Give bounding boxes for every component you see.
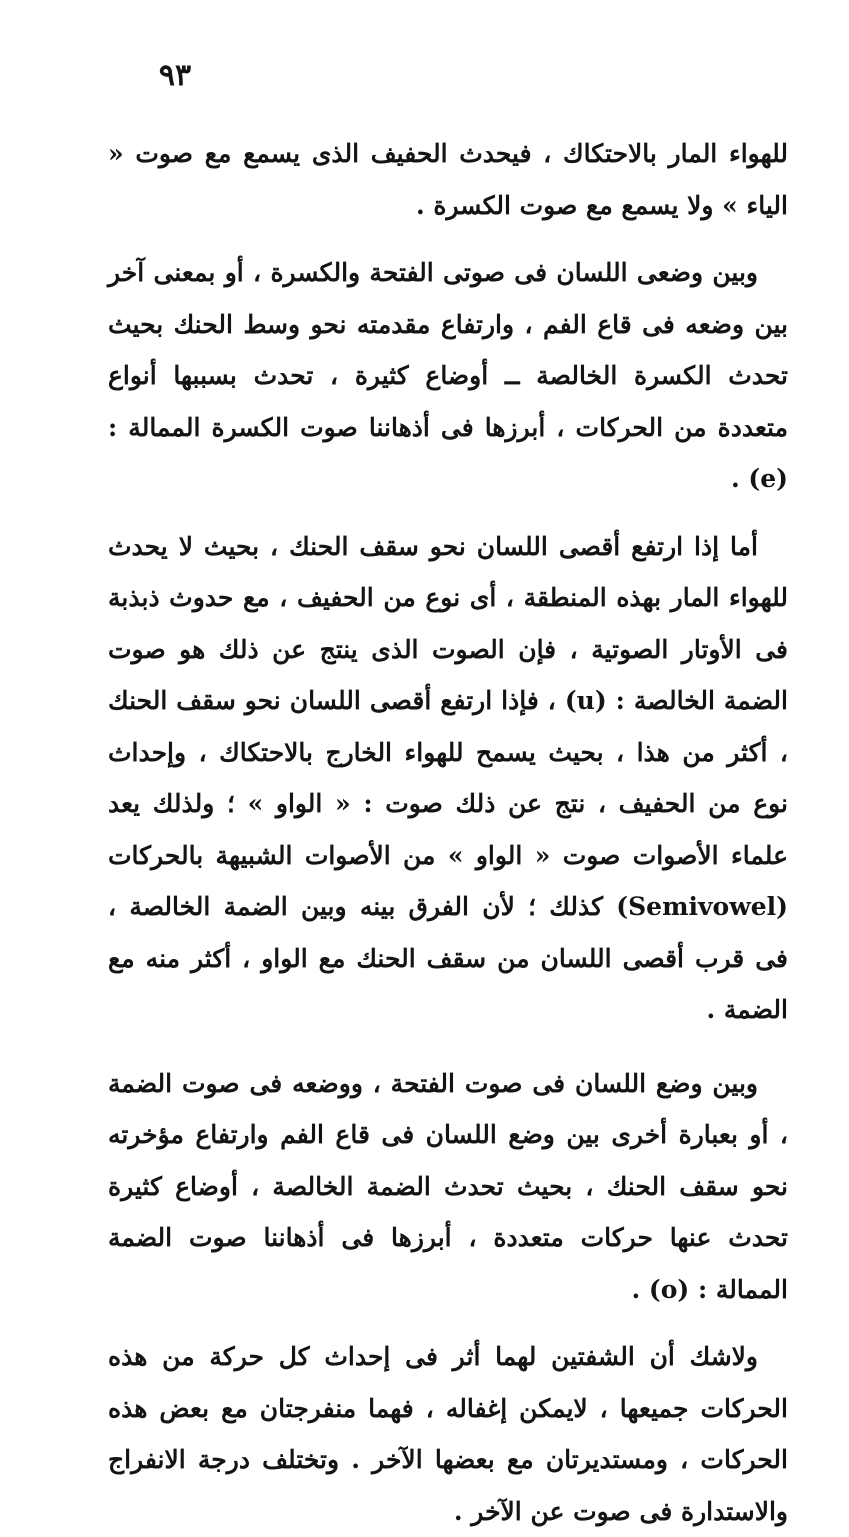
paragraph-5: ولاشك أن الشفتين لهما أثر فى إحداث كل حركة من هذه الحركات جميعها ، لايمكن إغفاله ، فهما منفرجتان مع بعض هذه الحركات ، ومستديرتان مع بعضها الآخر . وتختلف درجة الانفراج والاستدارة فى صوت عن الآخر . (108, 1342, 788, 1526)
paragraph-3: أما إذا ارتفع أقصى اللسان نحو سقف الحنك ، بحيث لا يحدث للهواء المار بهذه المنطقة ، أى نوع من الحفيف ، مع حدوث ذبذبة فى الأوتار الصوتية ، فإن الصوت الذى ينتج عن ذلك هو صوت الضمة الخالصة : (u) ، فإذا ارتفع أقصى اللسان نحو سقف الحنك ، أكثر من هذا ، بحيث يسمح للهواء الخارج بالاحتكاك ، وإحداث نوع من الحفيف ، نتج عن ذلك صوت : « الواو » ؛ ولذلك يعد علماء الأصوات صوت « الواو » من الأصوات الشبيهة بالحركات (Semivowel) كذلك ؛ لأن الفرق بينه وبين الضمة الخالصة ، فى قرب أقصى اللسان من سقف الحنك مع الواو ، أكثر منه مع الضمة . (108, 531, 788, 1024)
paragraph-2: وبين وضعى اللسان فى صوتى الفتحة والكسرة ، أو بمعنى آخر بين وضعه فى قاع الفم ، وارتفاع مقدمته نحو وسط الحنك بحيث تحدث الكسرة الخالصة ــ أوضاع كثيرة ، تحدث بسببها أنواع متعددة من الحركات ، أبرزها فى أذهاننا صوت الكسرة الممالة : (e) . (108, 258, 788, 493)
paragraph-4: وبين وضع اللسان فى صوت الفتحة ، ووضعه فى صوت الضمة ، أو بعبارة أخرى بين وضع اللسان فى قاع الفم وارتفاع مؤخرته نحو سقف الحنك ، بحيث تحدث الضمة الخالصة ، أوضاع كثيرة تحدث عنها حركات متعددة ، أبرزها فى أذهاننا صوت الضمة الممالة : (o) . (108, 1068, 788, 1304)
paragraph-1: للهواء المار بالاحتكاك ، فيحدث الحفيف الذى يسمع مع صوت « الياء » ولا يسمع مع صوت الكسرة . (108, 139, 788, 220)
page-body (108, 128, 788, 1537)
page-number: ٩٣ (158, 58, 192, 93)
